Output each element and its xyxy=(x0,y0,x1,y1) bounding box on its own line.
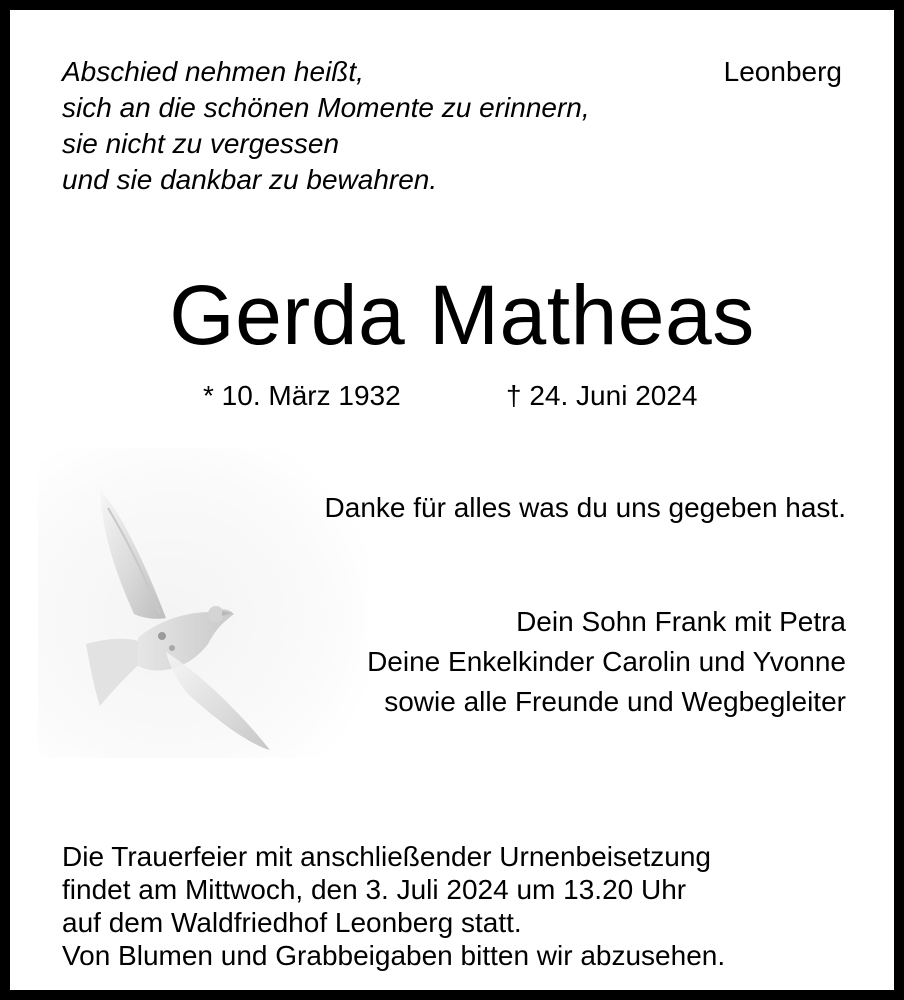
mourners-list xyxy=(367,602,846,722)
birth-date: * 10. März 1932 xyxy=(203,380,401,411)
service-line: Von Blumen und Grabbeigaben bitten wir abzusehen. xyxy=(62,940,726,971)
thanks-text: Danke für alles was du uns gegeben hast. xyxy=(324,492,846,523)
poem xyxy=(62,54,590,198)
mourner-line: sowie alle Freunde und Wegbegleiter xyxy=(384,686,846,717)
mourner-line: Dein Sohn Frank mit Petra xyxy=(516,606,846,637)
service-line: Die Trauerfeier mit anschließender Urnenbeisetzung xyxy=(62,841,711,872)
service-line: auf dem Waldfriedhof Leonberg statt. xyxy=(62,907,522,938)
funeral-service-info xyxy=(62,840,725,972)
poem-line: sich an die schönen Momente zu erinnern, xyxy=(62,92,590,123)
service-line: findet am Mittwoch, den 3. Juli 2024 um 13.20 Uhr xyxy=(62,874,687,905)
death-date: † 24. Juni 2024 xyxy=(506,380,698,411)
location: Leonberg xyxy=(723,56,842,87)
poem-line: Abschied nehmen heißt, xyxy=(62,56,364,87)
mourner-line: Deine Enkelkinder Carolin und Yvonne xyxy=(367,646,846,677)
poem-line: und sie dankbar zu bewahren. xyxy=(62,164,438,195)
dove-image xyxy=(38,448,368,758)
poem-line: sie nicht zu vergessen xyxy=(62,128,340,159)
deceased-name: Gerda Matheas xyxy=(169,268,755,362)
